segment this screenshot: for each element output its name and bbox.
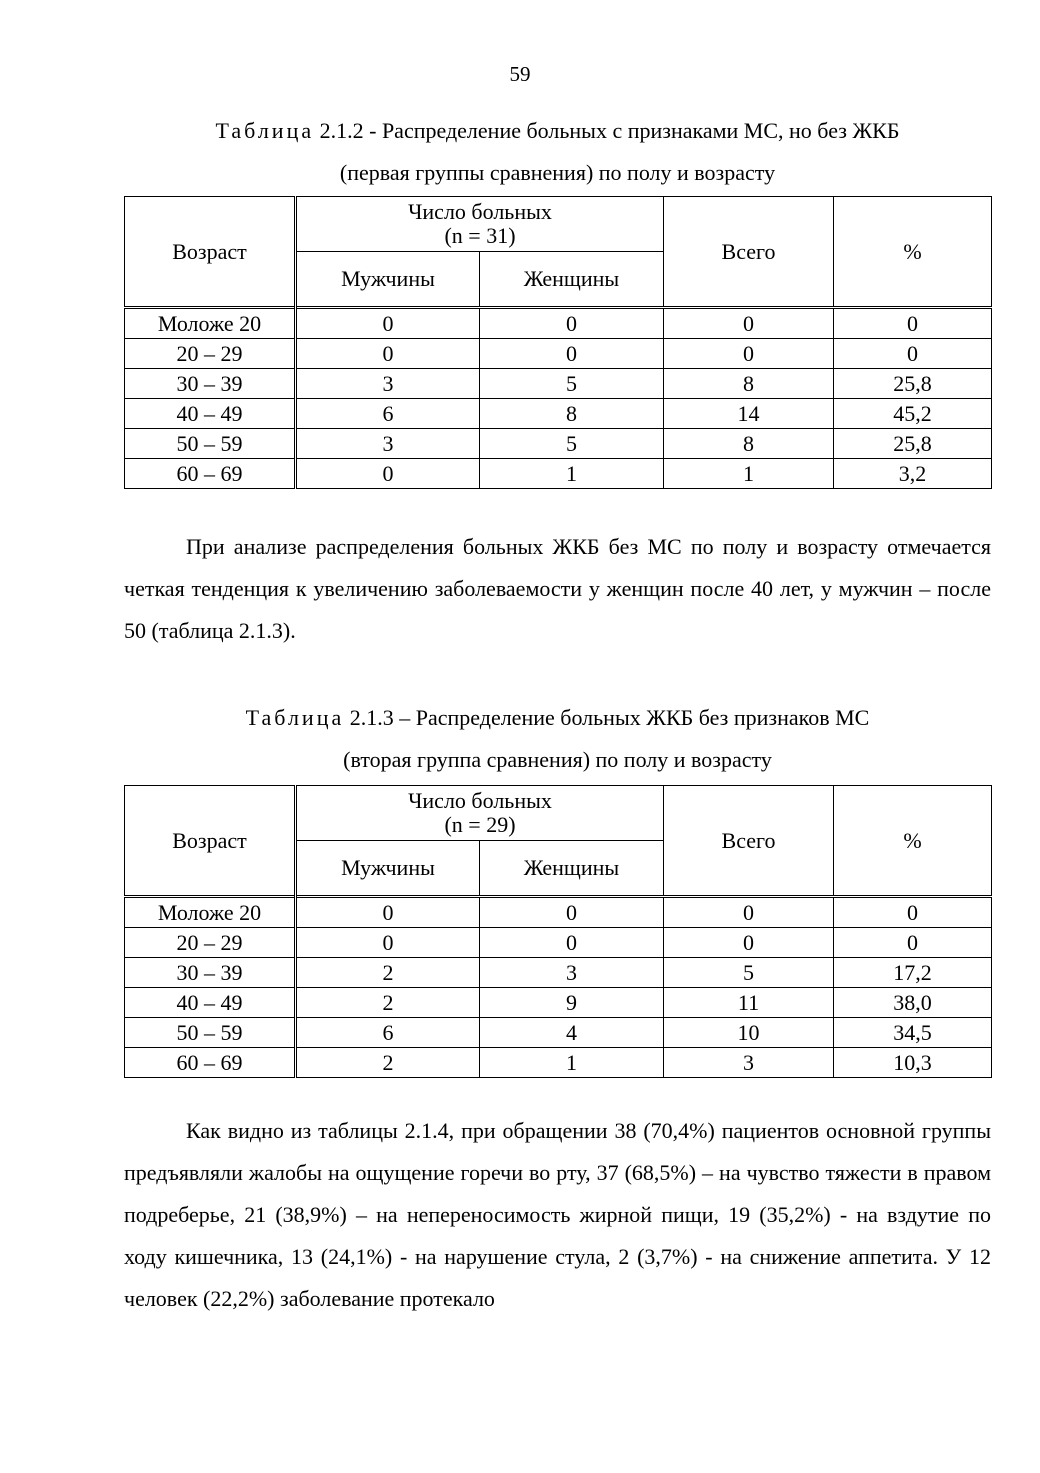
table2-caption [124,697,991,781]
table2-header-patients-line2: (n = 29) [444,812,516,837]
table-cell: 0 [480,897,664,928]
table-cell: 5 [480,429,664,459]
table2-caption-line2: (вторая группа сравнения) по полу и возрасту [343,747,772,772]
table1-header-men: Мужчины [296,252,480,308]
table-cell: 0 [296,459,480,489]
table-cell: 0 [834,897,992,928]
paragraph-2-text: Как видно из таблицы 2.1.4, при обращении 38 (70,4%) пациентов основной группы предъявляли жалобы на ощущение горечи во рту, 37 (68,5%) – на чувство тяжести в правом подреберье, 21 (38,9%) – на непереносимость жирной пищи, 19 (35,2%) - на вздутие по ходу кишечника, 13 (24,1%) - на нарушение стула, 2 (3,7%) - на снижение аппетита. У 12 человек (22,2%) заболевание протекало [124,1118,991,1311]
table-cell: 0 [480,308,664,339]
table-cell: 0 [834,308,992,339]
table1-header-total: Всего [664,197,834,308]
table-row [125,429,992,459]
table2-header-men: Мужчины [296,841,480,897]
table-row [125,459,992,489]
table-cell: 30 – 39 [125,369,296,399]
table1-caption-line1: 2.1.2 - Распределение больных с признаками МС, но без ЖКБ [319,118,900,143]
table2-header-age: Возраст [125,786,296,897]
table-row [125,308,992,339]
table-cell: 1 [480,459,664,489]
table-cell: 5 [480,369,664,399]
table-cell: 2 [296,1048,480,1078]
table-cell: 3 [296,429,480,459]
table-cell: Моложе 20 [125,308,296,339]
table-cell: 0 [296,928,480,958]
table-cell: 0 [834,339,992,369]
table-cell: 1 [480,1048,664,1078]
table-cell: 60 – 69 [125,459,296,489]
table2-header-patients-line1: Число больных [408,788,552,813]
table-cell: 10 [664,1018,834,1048]
table-cell: 8 [664,429,834,459]
table2-header-percent: % [834,786,992,897]
table-cell: 8 [664,369,834,399]
table-cell: 6 [296,399,480,429]
table-cell: 10,3 [834,1048,992,1078]
table1-header-age: Возраст [125,197,296,308]
table1-header-women: Женщины [480,252,664,308]
table-cell: 0 [296,308,480,339]
table-cell: 1 [664,459,834,489]
table1-header-patients-line1: Число больных [408,199,552,224]
table1-header-percent: % [834,197,992,308]
table-cell: 0 [664,308,834,339]
page-number: 59 [509,62,531,86]
table-cell: 17,2 [834,958,992,988]
table-cell: 0 [296,897,480,928]
table-cell: 6 [296,1018,480,1048]
table-cell: 5 [664,958,834,988]
table-cell: 40 – 49 [125,399,296,429]
table-row [125,1018,992,1048]
table-cell: 25,8 [834,429,992,459]
table1-header-patients-line2: (n = 31) [444,223,516,248]
table-cell: 34,5 [834,1018,992,1048]
table1-header-patients [296,197,664,252]
table-cell: 45,2 [834,399,992,429]
table-cell: Моложе 20 [125,897,296,928]
table-cell: 0 [664,928,834,958]
table-row [125,399,992,429]
paragraph-2 [124,1110,991,1320]
table-cell: 30 – 39 [125,958,296,988]
table-cell: 0 [480,928,664,958]
table-cell: 14 [664,399,834,429]
table-cell: 2 [296,988,480,1018]
table1 [124,196,992,489]
table-cell: 50 – 59 [125,1018,296,1048]
table1-caption-label: Таблица [215,118,315,143]
table-cell: 20 – 29 [125,928,296,958]
table-cell: 9 [480,988,664,1018]
table-row [125,988,992,1018]
table-cell: 0 [296,339,480,369]
table-cell: 3 [296,369,480,399]
table-cell: 8 [480,399,664,429]
table-row [125,339,992,369]
table1-caption [124,110,991,194]
table2-caption-label: Таблица [245,705,345,730]
table-cell: 60 – 69 [125,1048,296,1078]
table-cell: 2 [296,958,480,988]
table-cell: 0 [664,897,834,928]
table2-header-women: Женщины [480,841,664,897]
table2-header-patients [296,786,664,841]
table-row [125,369,992,399]
table-cell: 40 – 49 [125,988,296,1018]
table-row [125,928,992,958]
table2-caption-line1: 2.1.3 – Распределение больных ЖКБ без признаков МС [349,705,870,730]
table1-caption-line2: (первая группы сравнения) по полу и возрасту [339,160,776,185]
table-cell: 0 [664,339,834,369]
table-cell: 25,8 [834,369,992,399]
table-cell: 3 [664,1048,834,1078]
table-cell: 4 [480,1018,664,1048]
paragraph-1-text: При анализе распределения больных ЖКБ без МС по полу и возрасту отмечается четкая тенденция к увеличению заболеваемости у женщин после 40 лет, у мужчин – после 50 (таблица 2.1.3). [124,534,991,643]
table-cell: 20 – 29 [125,339,296,369]
paragraph-1 [124,526,991,652]
table2-header-total: Всего [664,786,834,897]
table-cell: 38,0 [834,988,992,1018]
table-row [125,897,992,928]
table-cell: 3,2 [834,459,992,489]
table-cell: 50 – 59 [125,429,296,459]
table2 [124,785,992,1078]
table-cell: 0 [480,339,664,369]
table-cell: 3 [480,958,664,988]
table-row [125,958,992,988]
table-row [125,1048,992,1078]
table-cell: 11 [664,988,834,1018]
table-cell: 0 [834,928,992,958]
